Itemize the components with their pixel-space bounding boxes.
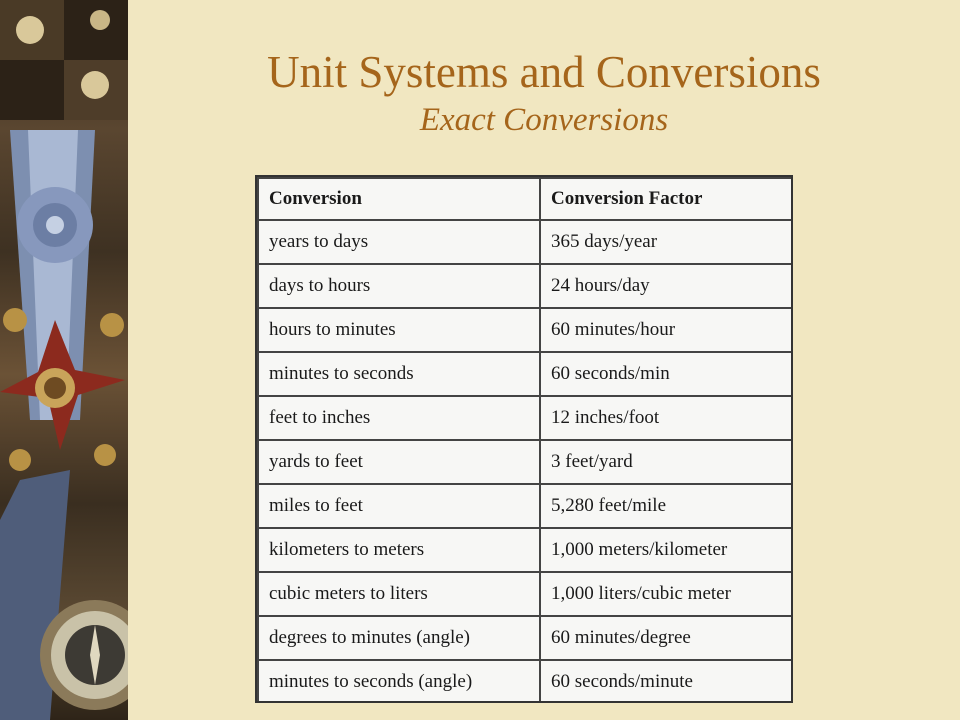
table-row (258, 572, 792, 616)
conversion-cell: minutes to seconds (angle) (258, 660, 540, 703)
table-row (258, 396, 792, 440)
conversion-cell: minutes to seconds (258, 352, 540, 396)
medal-illustration (0, 0, 128, 720)
conversion-cell: hours to minutes (258, 308, 540, 352)
table-row (258, 528, 792, 572)
table-row (258, 660, 792, 703)
decorative-medal-image (0, 0, 128, 720)
table-row (258, 616, 792, 660)
table-row (258, 440, 792, 484)
conversion-cell: years to days (258, 220, 540, 264)
table-row (258, 264, 792, 308)
factor-cell: 60 minutes/degree (540, 616, 792, 660)
conversion-cell: feet to inches (258, 396, 540, 440)
table-row (258, 352, 792, 396)
conversion-cell: days to hours (258, 264, 540, 308)
slide-title: Unit Systems and Conversions (267, 47, 821, 97)
table-header-row (258, 178, 792, 220)
factor-cell: 60 seconds/minute (540, 660, 792, 703)
factor-cell: 1,000 meters/kilometer (540, 528, 792, 572)
header-conversion-factor: Conversion Factor (540, 178, 792, 220)
conversion-cell: kilometers to meters (258, 528, 540, 572)
conversion-cell: yards to feet (258, 440, 540, 484)
factor-cell: 12 inches/foot (540, 396, 792, 440)
table-row (258, 308, 792, 352)
conversion-table (257, 177, 793, 703)
header-conversion: Conversion (258, 178, 540, 220)
factor-cell: 24 hours/day (540, 264, 792, 308)
conversion-table-container (255, 175, 793, 703)
factor-cell: 1,000 liters/cubic meter (540, 572, 792, 616)
factor-cell: 3 feet/yard (540, 440, 792, 484)
factor-cell: 5,280 feet/mile (540, 484, 792, 528)
conversion-cell: degrees to minutes (angle) (258, 616, 540, 660)
conversion-cell: cubic meters to liters (258, 572, 540, 616)
title-block (128, 44, 960, 140)
factor-cell: 365 days/year (540, 220, 792, 264)
table-row (258, 220, 792, 264)
slide-subtitle: Exact Conversions (419, 102, 669, 138)
table-row (258, 484, 792, 528)
factor-cell: 60 seconds/min (540, 352, 792, 396)
factor-cell: 60 minutes/hour (540, 308, 792, 352)
conversion-cell: miles to feet (258, 484, 540, 528)
